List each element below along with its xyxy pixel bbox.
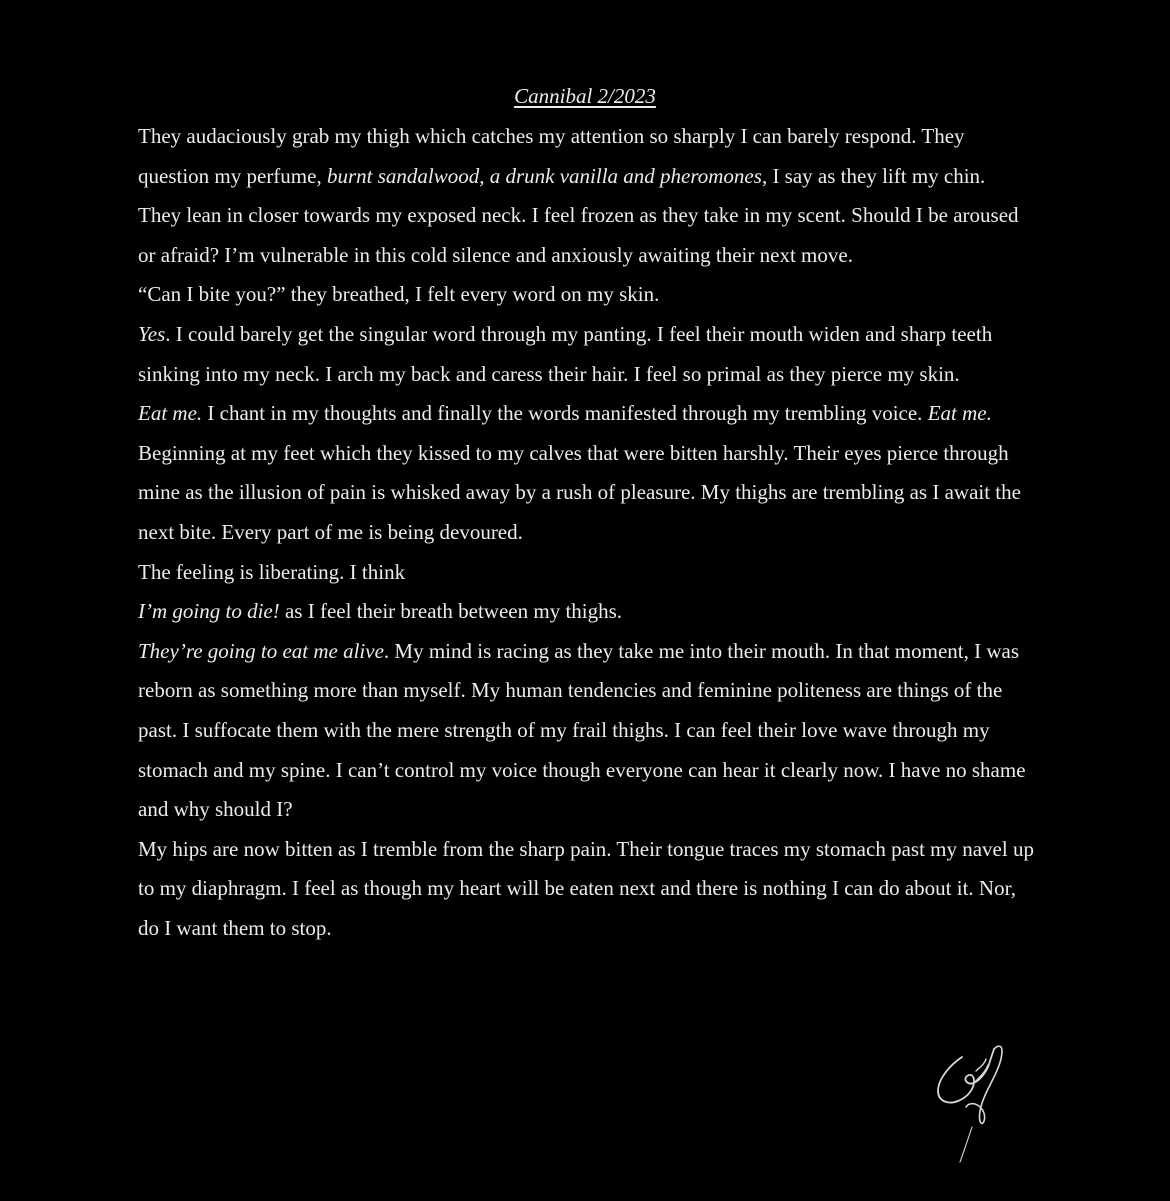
paragraph: [138, 275, 1038, 315]
paragraph: [138, 553, 1038, 593]
italic-run: Eat me.: [927, 401, 992, 426]
italic-run: Yes: [138, 321, 166, 346]
italic-run: Eat me.: [138, 401, 203, 426]
paragraph: [138, 315, 1038, 394]
paragraph: [138, 830, 1038, 949]
italic-run: burnt sandalwood, a drunk vanilla and pheromones: [326, 163, 762, 188]
poem-title: Cannibal 2/2023: [514, 84, 656, 108]
text-run: “Can I bite you?” they breathed, I felt every word on my skin.: [138, 282, 660, 307]
text-run: My hips are now bitten as I tremble from the sharp pain. Their tongue traces my stomach past my navel up to my diaphragm. I feel as though my heart will be eaten next and there is nothing I can do about it. Nor, do I want them to stop.: [138, 836, 1034, 940]
text-run: as I feel their breath between my thighs.: [279, 599, 623, 624]
text-run: They lean in closer towards my exposed neck. I feel frozen as they take in my scent. Should I be aroused or afraid? I’m vulnerable in this cold silence and anxiously awaiting their next move.: [138, 203, 1019, 267]
text-run: , I say as they lift my chin.: [761, 163, 986, 188]
text-run: They audaciously grab my thigh which catches my attention so sharply I can barely respond. They question my perfume,: [138, 124, 965, 188]
signature-stroke: [960, 1127, 972, 1162]
italic-run: I’m going to die!: [138, 599, 280, 624]
text-run: Beginning at my feet which they kissed to my calves that were bitten harshly. Their eyes pierce through mine as the illusion of pain is whisked away by a rush of pleasure. My thighs are trembling as I await the next bite. Every part of me is being devoured.: [138, 440, 1021, 544]
text-run: . I could barely get the singular word through my panting. I feel their mouth widen and sharp teeth sinking into my neck. I arch my back and caress their hair. I feel so primal as they pierce my skin.: [138, 321, 993, 386]
signature-stroke: [966, 1046, 1002, 1123]
text-run: . My mind is racing as they take me into their mouth. In that moment, I was reborn as something more than myself. My human tendencies and feminine politeness are things of the past. I suffocate them with the mere strength of my frail thighs. I can feel their love wave through my stomach and my spine. I can’t control my voice though everyone can hear it clearly now. I have no shame and why should I?: [138, 638, 1026, 822]
text-run: I chant in my thoughts and finally the words manifested through my trembling voice.: [202, 401, 928, 426]
poem-body: [138, 117, 1038, 948]
signature-icon: [928, 1015, 1018, 1165]
paragraph: [138, 117, 1038, 196]
paragraph: [138, 592, 1038, 632]
italic-run: They’re going to eat me alive: [138, 638, 384, 663]
paragraph: [138, 196, 1038, 275]
paragraph: [138, 394, 1038, 552]
text-run: The feeling is liberating. I think: [138, 559, 406, 584]
paragraph: [138, 632, 1038, 830]
